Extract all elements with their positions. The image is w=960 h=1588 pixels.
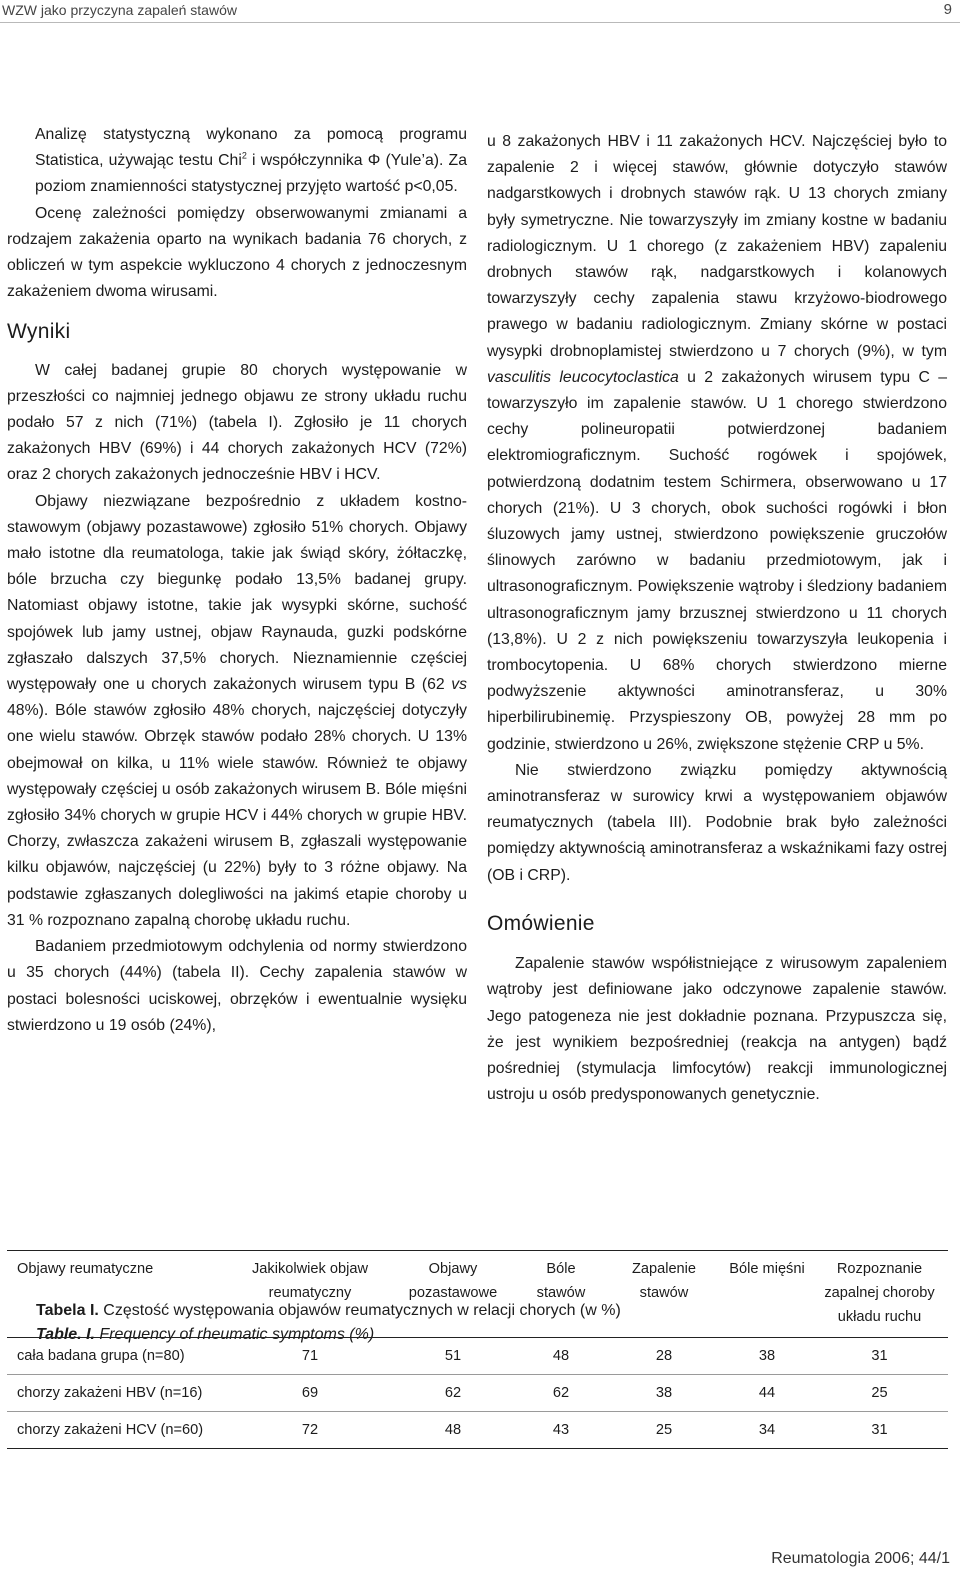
table-cell: 31: [811, 1412, 948, 1449]
table-row: [7, 1375, 948, 1412]
paragraph-results-2: Objawy niezwiązane bezpośrednio z układem kostno-stawowym (objawy pozastawowe) zgłosiło 51% chorych. Objawy mało istotne dla reumatologa, takie jak świąd skóry, żółtaczkę, bóle brzucha czy biegunkę podało 13,5% badanej grupy. Natomiast objawy istotne, takie jak wysypki skórne, suchość spojówek lub jamy ustnej, objaw Raynauda, guzki podskórne zgłaszało dalszych 37,5% chorych. Nieznamiennie częściej występowały one u chorych zakażonych wirusem typu B (62 vs 48%). Bóle stawów zgłosiło 48% chorych, najczęściej dotyczyły one wielu stawów. Obrzęk stawów podało 28% chorych. U 13% obejmował on kilka, u 11% wiele stawów. Również te objawy występowały częściej u osób zakażonych wirusem B. Bóle mięśni zgłosiło 34% chorych w grupie HCV i 44% chorych w grupie HBV. Chorzy, zwłaszcza zakażeni wirusem B, zgłaszali występowanie kilku objawów, najczęściej (u 22%) były to 3 różne objawy. Na podstawie zgłaszanych dolegliwości na jakimś etapie choroby u 31 % rozpoznano zapalną chorobę układu ruchu.: [7, 492, 467, 929]
table-cell: 28: [605, 1338, 723, 1375]
paragraph-results-4: u 8 zakażonych HBV i 11 zakażonych HCV. Najczęściej było to zapalenie 2 i więcej stawów, głównie dotyczyło stawów nadgarstkowych i drobnych stawów rąk. U 13 chorych zmiany były symetryczne. Nie towarzyszyły im zmiany kostne w badaniu radiologicznym. U 1 chorego (z zakażeniem HBV) zapaleniu drobnych stawów rąk, nadgarstkowych i kolanowych towarzyszyły cechy zapalenia stawu krzyżowo-biodrowego prawego w badaniu radiologicznym. Zmiany skórne w postaci wysypki drobnoplamistej stwierdzono u 7 chorych (9%), w tym vasculitis leucocytoclastica u 2 zakażonych wirusem typu C – towarzyszyło im zapalenie stawów. U 1 chorego stwierdzono cechy polineuropatii potwierdzonej badaniem elektromiograficznym. Suchość rogówek i spojówek, potwierdzoną dodatnim testem Schirmera, obserwowano u 17 chorych (21%). U 3 chorych, obok suchości rogówki i błon śluzowych jamy ustnej, stwierdzono powiększenie gruczołów ślinowych zarówno w badaniu przedmiotowym, jak i ultrasonograficznym. Powiększenie wątroby i śledziony badaniem ultrasonograficznym jamy brzusznej stwierdzono u 11 chorych (13,8%). U 2 z nich powiększeniu towarzyszyła leukopenia i trombocytopenia. U 68% chorych stwierdzono mierne podwyższenie aktywności aminotransferaz, u 30% hiperbilirubinemię. Przyspieszony OB, powyżej 28 mm po godzinie, stwierdzono u 26%, zwiększone stężenie CRP u 5%.: [487, 133, 947, 753]
table-cell: 69: [231, 1375, 389, 1412]
table-cell: 31: [811, 1338, 948, 1375]
paragraph-results-5: Nie stwierdzono związku pomiędzy aktywnością aminotransferaz w surowicy krwi a występowaniem objawów reumatycznych (tabela III). Podobnie brak było zależności pomiędzy aktywnością aminotransferaz a wskaźnikami fazy ostrej (OB i CRP).: [487, 761, 947, 884]
journal-footer: Reumatologia 2006; 44/1: [771, 1550, 950, 1567]
table-header-cell: Objawy pozastawowe: [389, 1251, 517, 1338]
caption-pl: Tabela I. Częstość występowania objawów reumatycznych w relacji chorych (w %): [36, 1302, 621, 1319]
table-cell: 43: [517, 1412, 605, 1449]
table-row: [7, 1338, 948, 1375]
paragraph-discussion: Zapalenie stawów współistniejące z wirusowym zapaleniem wątroby jest definiowane jako odczynowe zapalenie stawów. Jego patogeneza nie jest dokładnie poznana. Przypuszcza się, że jest wynikiem bezpośredniej (reakcja na antygen) bądź pośredniej (stymulacja limfocytów) reakcji immunologicznej ustroju u osób predysponowanych genetycznie.: [487, 955, 947, 1104]
table-header-cell: Bóle stawów: [517, 1251, 605, 1338]
table-cell: 62: [389, 1375, 517, 1412]
table-header-cell: Objawy reumatyczne: [7, 1251, 231, 1338]
table-header-cell: Jakikolwiek objaw reumatyczny: [231, 1251, 389, 1338]
table-cell: 71: [231, 1338, 389, 1375]
table-cell: 44: [723, 1375, 811, 1412]
table-header-cell: Bóle mięśni: [723, 1251, 811, 1338]
paragraph-results-1: W całej badanej grupie 80 chorych występowanie w przeszłości co najmniej jednego objawu ze strony układu ruchu podało 57 z nich (71%) (tabela I). Zgłosiło je 11 chorych zakażonych HBV (69%) i 44 chorych zakażonych HCV (72%) oraz 2 chorych zakażonych jednocześnie HBV i HCV.: [7, 361, 467, 484]
table-row: [7, 1412, 948, 1449]
caption-en: Table. I. Frequency of rheumatic symptoms (%): [36, 1326, 375, 1343]
running-head-title: WZW jako przyczyna zapaleń stawów: [2, 2, 237, 18]
vs-italic: vs: [451, 676, 467, 694]
table-header-row: [7, 1251, 948, 1338]
superscript-2: 2: [241, 150, 247, 161]
left-column: [7, 122, 467, 1039]
paragraph-statistics: Analizę statystyczną wykonano za pomocą programu Statistica, używając testu Chi$^2$ i współczynnika Φ (Yule’a). Za poziom znamienności statystycznej przyjęto wartość p<0,05.: [35, 126, 467, 196]
heading-wyniki: Wyniki: [7, 320, 71, 344]
table-header-cell: Zapalenie stawów: [605, 1251, 723, 1338]
table-cell: 38: [723, 1338, 811, 1375]
table-cell: cała badana grupa (n=80): [7, 1338, 231, 1375]
table-cell: 48: [517, 1338, 605, 1375]
right-column: [487, 129, 947, 1108]
vasculitis-italic: vasculitis leucocytoclastica: [487, 368, 679, 386]
table-cell: 34: [723, 1412, 811, 1449]
table-cell: 38: [605, 1375, 723, 1412]
table-cell: 48: [389, 1412, 517, 1449]
page-number: 9: [943, 1, 952, 18]
paragraph-results-3: Badaniem przedmiotowym odchylenia od normy stwierdzono u 35 chorych (44%) (tabela II). Cechy zapalenia stawów w postaci bolesności uciskowej, obrzęków i ewentualnie wysięku stwierdzono u 19 osób (24%),: [7, 938, 467, 1034]
table-cell: chorzy zakażeni HCV (n=60): [7, 1412, 231, 1449]
heading-omowienie: Omówienie: [487, 911, 595, 935]
table-cell: 72: [231, 1412, 389, 1449]
table-cell: 25: [605, 1412, 723, 1449]
table-cell: 62: [517, 1375, 605, 1412]
table-cell: 25: [811, 1375, 948, 1412]
table-cell: 51: [389, 1338, 517, 1375]
table-rheumatic-symptoms: [7, 1250, 948, 1449]
table-cell: chorzy zakażeni HBV (n=16): [7, 1375, 231, 1412]
table-header-cell: Rozpoznanie zapalnej choroby układu ruchu: [811, 1251, 948, 1338]
paragraph-analysis: Ocenę zależności pomiędzy obserwowanymi zmianami a rodzajem zakażenia oparto na wynikach badania 76 chorych, z obliczeń w tym aspekcie wykluczono 4 chorych z jednoczesnym zakażeniem dwoma wirusami.: [7, 204, 467, 301]
running-head: [0, 0, 960, 23]
